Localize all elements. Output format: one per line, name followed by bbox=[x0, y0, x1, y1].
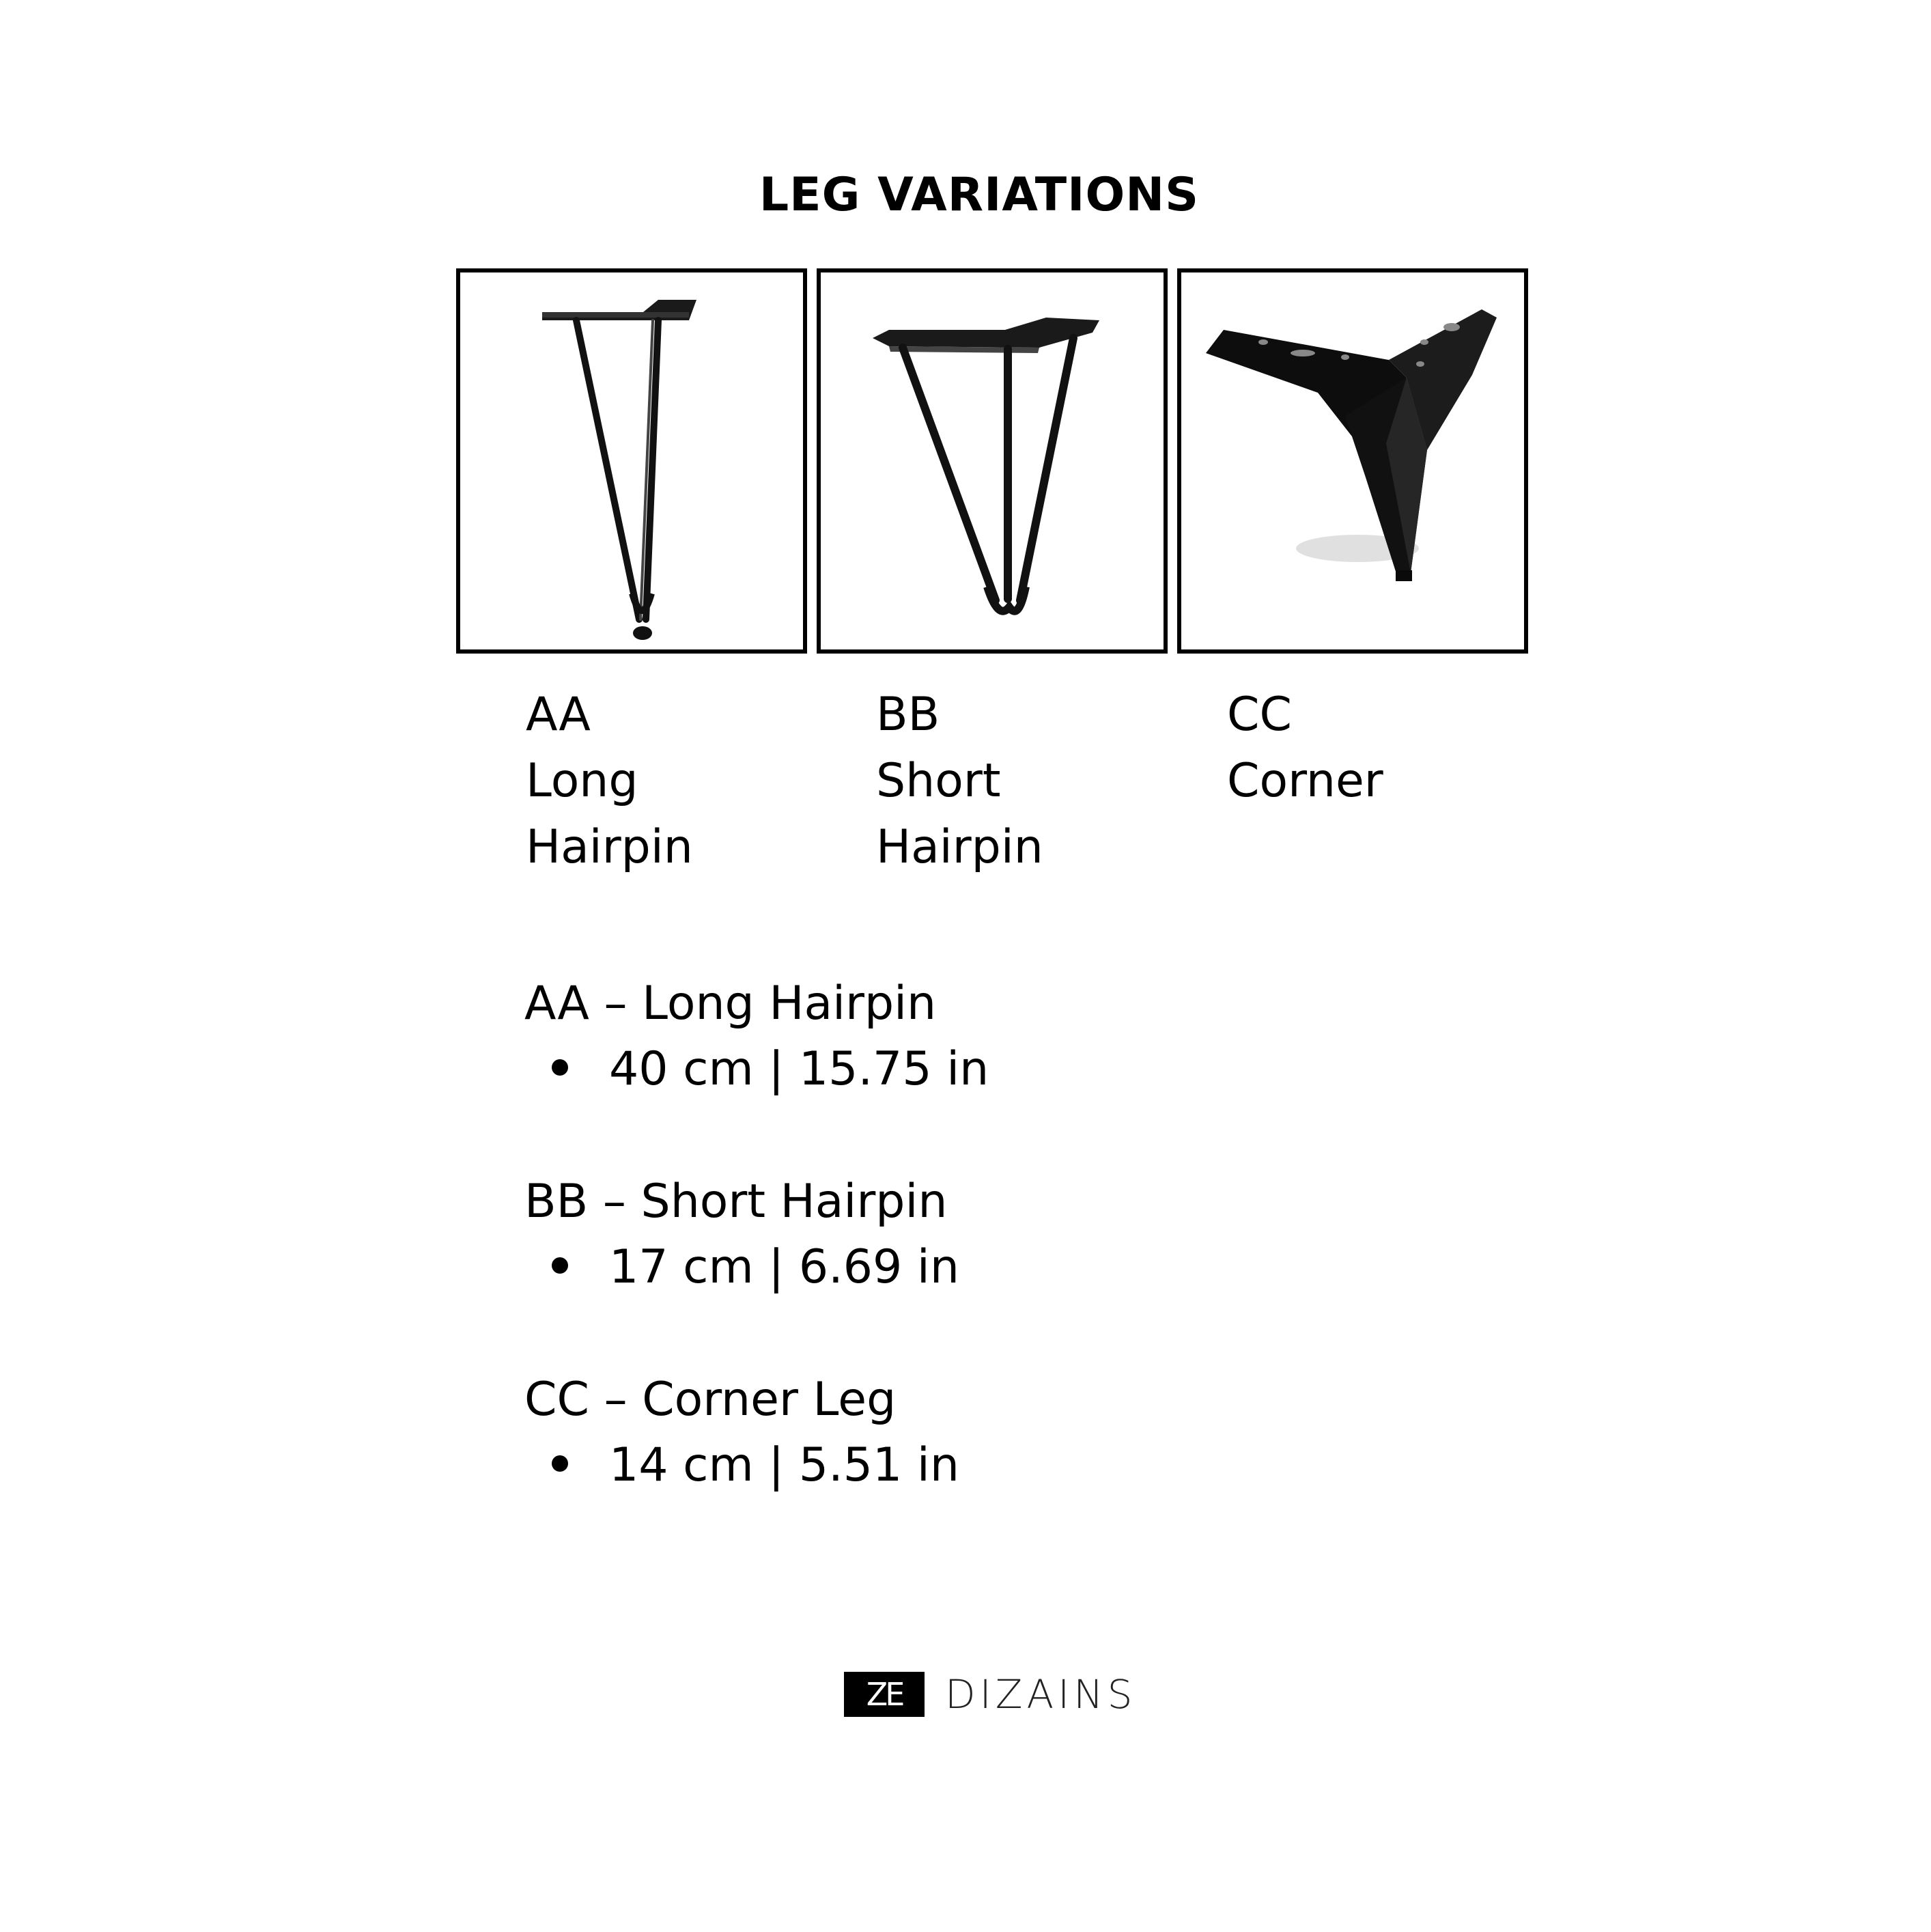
leg-name-line2: Hairpin bbox=[526, 820, 693, 874]
brand-logo bbox=[844, 1670, 1137, 1718]
corner-leg-icon bbox=[1181, 272, 1524, 649]
leg-code: AA bbox=[526, 688, 591, 742]
bullet-icon bbox=[552, 1455, 568, 1472]
spec-heading-aa: AA – Long Hairpin bbox=[524, 977, 937, 1031]
brand-name: DIZAINS bbox=[945, 1671, 1137, 1718]
leg-name-line1: Short bbox=[876, 754, 1001, 808]
spec-size-text: 17 cm | 6.69 in bbox=[609, 1240, 959, 1294]
leg-label-cc bbox=[1227, 682, 1383, 814]
leg-label-bb bbox=[876, 682, 1043, 880]
page-title: LEG VARIATIONS bbox=[759, 168, 1200, 222]
spec-size-text: 40 cm | 15.75 in bbox=[609, 1042, 989, 1096]
leg-name-line1: Corner bbox=[1227, 754, 1383, 808]
brand-mark: ZE bbox=[844, 1672, 925, 1717]
short-hairpin-leg-icon bbox=[821, 272, 1164, 649]
leg-name-line1: Long bbox=[526, 754, 638, 808]
leg-code: BB bbox=[876, 688, 940, 742]
spec-heading-bb: BB – Short Hairpin bbox=[524, 1175, 948, 1229]
spec-size-aa bbox=[552, 1042, 989, 1097]
bullet-icon bbox=[552, 1257, 568, 1274]
spec-size-text: 14 cm | 5.51 in bbox=[609, 1438, 959, 1492]
leg-code: CC bbox=[1227, 688, 1292, 742]
spec-heading-cc: CC – Corner Leg bbox=[524, 1373, 897, 1427]
long-hairpin-leg-icon bbox=[460, 272, 803, 649]
spec-size-bb bbox=[552, 1240, 959, 1295]
bullet-icon bbox=[552, 1059, 568, 1076]
spec-size-cc bbox=[552, 1438, 959, 1493]
leg-image-cc bbox=[1177, 268, 1528, 654]
leg-name-line2: Hairpin bbox=[876, 820, 1043, 874]
leg-image-aa bbox=[456, 268, 807, 654]
leg-image-bb bbox=[817, 268, 1168, 654]
leg-label-aa bbox=[526, 682, 693, 880]
